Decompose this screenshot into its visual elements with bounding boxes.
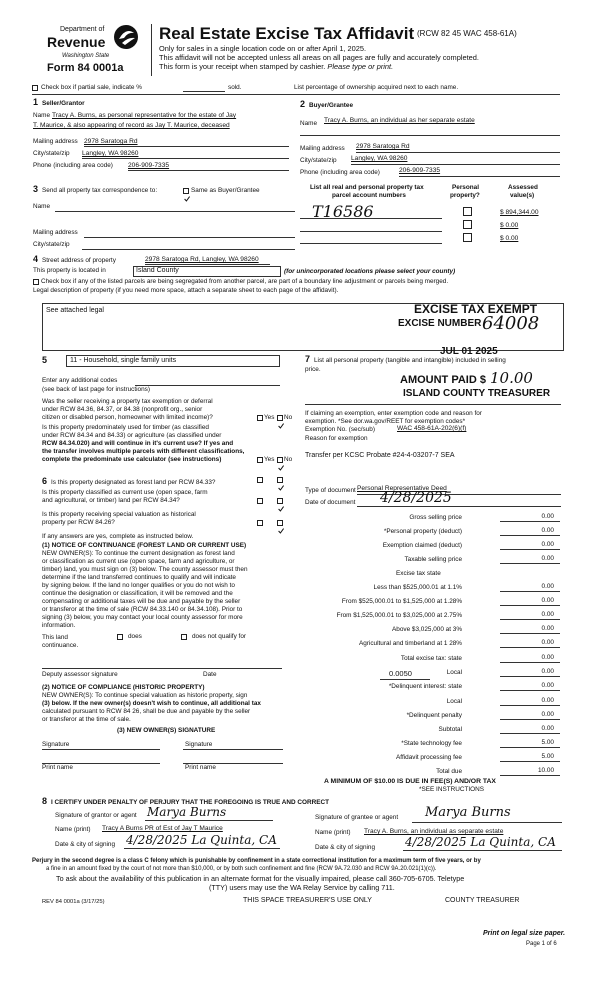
bracket3-line (500, 619, 560, 620)
grantee-date-line (403, 850, 562, 851)
notice1-l3: timber) land, you must sign on (3) below. The county assessor must then (42, 566, 248, 573)
certify-statement: I CERTIFY UNDER PENALTY OF PERJURY THAT THE FOREGOING IS TRUE AND CORRECT (51, 799, 330, 806)
notice1-l9: signing (3) below, you may contact your local county assessor for more (42, 614, 243, 621)
sec7-num: 7 (305, 354, 311, 364)
seller-phone[interactable]: 206-909-7335 (128, 162, 170, 169)
bracket5-value[interactable]: 0.00 (541, 639, 554, 646)
owner-print-label-1: Print name (42, 764, 73, 771)
assessed-value-3[interactable]: $ 0.00 (500, 235, 519, 242)
proc-fee-label: Affidavit processing fee (396, 754, 462, 761)
stamp-paid: 10.00 (490, 369, 533, 387)
bracket1-label: Less than $525,000.01 at 1.1% (373, 584, 462, 591)
gross-value[interactable]: 0.00 (541, 513, 554, 520)
corr-label: Send all property tax correspondence to: (42, 187, 158, 194)
notice2-l2: (3) below. If the new owner(s) doesn't wish to continue, all additional tax (42, 700, 261, 707)
does-not-qualify-checkbox[interactable] (181, 634, 187, 640)
corr-city-label: City/state/zip (33, 241, 70, 248)
header-sub-3: This form is your receipt when stamped by cashier. Please type or print. (159, 62, 394, 71)
delinquent-state-line (500, 690, 560, 691)
perjury-line-2: a fine in an amount fixed by the court of not more than $10,000, or by both such confinement and fine (RCW 9A.72.030 and RCW 9A.20.021(1)(c)). (46, 866, 437, 872)
grantee-name-label: Name (print) (315, 829, 351, 836)
grantee-sig-line (412, 822, 562, 823)
grantor-signature[interactable]: Marya Burns (147, 805, 227, 819)
notice1-l6: continue the designation or classification, it will be removed and the (42, 590, 233, 597)
doc-date-value[interactable]: 4/28/2025 (380, 490, 452, 506)
q1-line1: Was the seller receiving a property tax exemption or deferral (42, 398, 213, 405)
land-use-code-select[interactable] (66, 355, 280, 367)
buyer-phone[interactable]: 206-909-7335 (399, 167, 441, 174)
total-due-value[interactable]: 10.00 (538, 767, 554, 774)
seller-name-1[interactable]: Tracy A. Burns, as personal representative for the estate of Jay (52, 112, 237, 119)
taxable-label: Taxable selling price (404, 556, 462, 563)
notice1-l4: determine if the land transferred continues to qualify and will indicate (42, 574, 236, 581)
header-sub-1: Only for sales in a single location code on or after April 1, 2025. (159, 44, 367, 53)
legal-paper-note: Print on legal size paper. (483, 930, 566, 937)
personal-property-label-2: price. (305, 366, 321, 373)
additional-codes-label: Enter any additional codes (42, 377, 118, 384)
page-number: Page 1 of 6 (526, 941, 557, 947)
county-select[interactable] (133, 266, 281, 277)
historic-q1: Is this property receiving special valuation as historical (42, 511, 196, 518)
personal-value[interactable]: 0.00 (541, 527, 554, 534)
forest-yes-checkbox[interactable] (257, 477, 263, 483)
q2-line4: the transfer involves multiple parcels with different classifications, (42, 448, 245, 455)
parcel-line-1 (300, 218, 442, 219)
parcel-h1: List all real and personal property tax (310, 184, 424, 191)
current-use-yes-checkbox[interactable] (257, 498, 263, 504)
rcw-reference: (RCW 82 45 WAC 458-61A) (417, 29, 517, 38)
q1-no-label: No (284, 414, 293, 421)
corr-city-line (82, 249, 295, 250)
treasurer-space: THIS SPACE TREASURER'S USE ONLY (243, 897, 372, 904)
notice1-l2: or classification as current use (open space, farm and agriculture, or (42, 558, 235, 565)
personal-property-checkbox-3[interactable] (463, 233, 472, 242)
sec8-num: 8 (42, 796, 48, 806)
subtotal-line (500, 733, 560, 734)
exemption-claimed-label: Exemption claimed (deduct) (382, 542, 462, 549)
corr-name-line (55, 211, 295, 212)
bracket3-value[interactable]: 0.00 (541, 611, 554, 618)
county-note: (for unincorporated locations please select your county) (284, 268, 456, 275)
bracket5-line (500, 647, 560, 648)
notice2-l4: or transferor at the time of sale. (42, 716, 131, 723)
total-due-line (500, 775, 560, 776)
forest-no-checkbox[interactable] (277, 477, 283, 483)
stamp-number-label: EXCISE NUMBER (398, 318, 482, 329)
parcel-line-3 (300, 243, 442, 244)
q1-yes-label: Yes (264, 414, 275, 421)
seller-phone-label: Phone (including area code) (33, 162, 113, 169)
dept-of-label: Department of (60, 26, 105, 33)
seller-name-label: Name (33, 112, 51, 119)
segregated-checkbox[interactable] (33, 279, 39, 285)
exemption-claimed-line (500, 549, 560, 550)
historic-yes-checkbox[interactable] (257, 520, 263, 526)
this-land-label: This land (42, 634, 68, 641)
stamp-date: JUL 01 2025 (440, 346, 498, 357)
parcel-h2: parcel account numbers (332, 192, 406, 199)
personal-property-line (305, 404, 561, 405)
personal-line (500, 535, 560, 536)
legal-value: See attached legal (46, 307, 104, 314)
delinquent-state-label: *Delinquent interest: state (388, 683, 462, 690)
exemption-label-1: If claiming an exemption, enter exemption code and reason for (305, 410, 482, 417)
tech-fee-label: *State technology fee (401, 740, 462, 747)
personal-property-checkbox-2[interactable] (463, 220, 472, 229)
grantor-name-label: Name (print) (55, 826, 91, 833)
local2-value[interactable]: 0.00 (541, 697, 554, 704)
q2-line5: complete the predominate use calculator (see instructions) (42, 456, 222, 463)
q2-line1: Is this property predominately used for timber (as classified (42, 424, 209, 431)
header-sub-2: This affidavit will not be accepted unless all areas on all pages are fully and accurately completed. (159, 53, 479, 62)
buyer-city[interactable]: Langley, WA 98260 (351, 155, 408, 162)
see-instructions: *SEE INSTRUCTIONS (419, 786, 484, 793)
grantee-signature[interactable]: Marya Burns (425, 805, 511, 820)
total-due-label: Total due (436, 768, 462, 775)
q2-yes-checkbox[interactable] (257, 457, 263, 463)
seller-phone-line (128, 170, 289, 171)
penalty-value[interactable]: 0.00 (541, 711, 554, 718)
notice1-l1: NEW OWNER(S): To continue the current designation as forest land (42, 550, 235, 557)
buyer-num: 2 (300, 99, 306, 109)
seller-heading: Seller/Grantor (42, 100, 85, 107)
county-treasurer: COUNTY TREASURER (445, 897, 520, 904)
rev-label: REV 84 0001a (3/17/25) (42, 899, 105, 905)
subtotal-label: Subtotal (438, 726, 462, 733)
top-rule (32, 94, 560, 95)
personal-label: *Personal property (deduct) (383, 528, 462, 535)
sec6-num: 6 (42, 476, 48, 486)
seller-name-2[interactable]: T. Maurice, & also appearing of record as Jay T. Maurice, deceased (33, 122, 230, 129)
bracket1-value[interactable]: 0.00 (541, 583, 554, 590)
current-use-no-checkbox[interactable] (277, 498, 283, 504)
notice2-title: (2) NOTICE OF COMPLIANCE (HISTORIC PROPERTY) (42, 684, 205, 691)
grantee-sig-label: Signature of grantee or agent (315, 814, 399, 821)
seller-mail-label: Mailing address (33, 138, 78, 145)
segregated-label: Check box if any of the listed parcels are being segregated from another parcel, are part of a boundary line adjustment or parcels being merged. (41, 278, 449, 285)
bracket3-label: From $1,525,000.01 to $3,025,000 at 2.75% (336, 612, 462, 619)
grantee-date[interactable]: 4/28/2025 La Quinta, CA (405, 835, 556, 849)
partial-sale-checkbox[interactable] (32, 85, 38, 91)
parcel-h3: Personal (452, 184, 479, 191)
seller-mail-line (84, 146, 289, 147)
q2-no-checkbox[interactable] (277, 457, 283, 463)
local-rate: 0.0050 (389, 669, 412, 678)
exemption-claimed-value[interactable]: 0.00 (541, 541, 554, 548)
local-label: Local (446, 669, 462, 676)
access-line-2: (TTY) users may use the WA Relay Service by calling 711. (209, 883, 395, 892)
does-label: does (128, 633, 142, 640)
penalty-line (500, 719, 560, 720)
doc-date-label: Date of document (305, 499, 356, 506)
tech-fee-line (500, 747, 560, 748)
notice3-title: (3) NEW OWNER(S) SIGNATURE (117, 727, 216, 734)
bracket2-label: From $525,000.01 to $1,525,000 at 1.28% (341, 598, 462, 605)
exemption-no-label: Exemption No. (sec/sub) (305, 426, 375, 433)
stamp-treasurer: ISLAND COUNTY TREASURER (403, 388, 551, 399)
corr-name-label: Name (33, 203, 51, 210)
taxable-value[interactable]: 0.00 (541, 555, 554, 562)
total-state-value[interactable]: 0.00 (541, 654, 554, 661)
local-rate-line (380, 679, 430, 680)
notice1-l7: compensating or additional taxes will be due and payable by the seller (42, 598, 241, 605)
local-line (500, 676, 560, 677)
q1-line2: under RCW 84.36, 84.37, or 84.38 (nonprofit org., senior (42, 406, 203, 413)
doc-date-line (357, 506, 561, 507)
form-number: Form 84 0001a (47, 62, 124, 74)
street-address[interactable]: 2978 Saratoga Rd, Langley, WA 98260 (145, 256, 259, 263)
deputy-signature-label: Deputy assessor signature (42, 671, 118, 678)
additional-codes-line (135, 385, 280, 386)
tech-fee-value[interactable]: 5.00 (541, 739, 554, 746)
total-state-label: Total excise tax: state (400, 655, 462, 662)
current-use-q1: Is this property classified as current use (open space, farm (42, 489, 208, 496)
buyer-mail-line (356, 152, 560, 153)
same-as-buyer-label: Same as Buyer/Grantee (191, 187, 260, 194)
gross-label: Gross selling price (409, 514, 462, 521)
owner-sig-line-1 (42, 749, 160, 750)
does-qualify-checkbox[interactable] (117, 634, 123, 640)
partial-sale-label: Check box if partial sale, indicate % (41, 84, 142, 91)
local2-label: Local (446, 698, 462, 705)
buyer-name-label: Name (300, 120, 318, 127)
corr-mail-label: Mailing address (33, 229, 78, 236)
bracket4-value[interactable]: 0.00 (541, 625, 554, 632)
grantor-date-label: Date & city of signing (55, 841, 116, 848)
see-back-label: (see back of last page for instructions) (42, 386, 150, 393)
stamp-exempt: EXCISE TAX EXEMPT (414, 302, 538, 316)
notice2-l3: calculated pursuant to RCW 84 26, shall be due and payable by the seller (42, 708, 251, 715)
grantee-date-label: Date & city of signing (315, 844, 376, 851)
dept-name: Revenue (47, 34, 106, 50)
assessed-value-2[interactable]: $ 0.00 (500, 222, 519, 229)
taxable-line (500, 563, 560, 564)
exemption-reason-label: Reason for exemption (305, 435, 368, 442)
seller-city[interactable]: Langley, WA 98260 (82, 150, 139, 157)
personal-property-checkbox-1[interactable] (463, 207, 472, 216)
sec5-num: 5 (42, 355, 48, 365)
excise-state-label: Excise tax state (396, 570, 441, 577)
buyer-city-label: City/state/zip (300, 157, 337, 164)
buyer-name-line (300, 135, 560, 136)
total-state-line (500, 662, 560, 663)
corr-num: 3 (33, 184, 39, 194)
dor-logo-icon (113, 24, 139, 50)
notice1-title: (1) NOTICE OF CONTINUANCE (FOREST LAND OR CURRENT USE) (42, 542, 247, 549)
notice1-l10: information. (42, 622, 76, 629)
seller-city-label: City/state/zip (33, 150, 70, 157)
parcel-number-1[interactable]: T16586 (312, 202, 374, 221)
access-line-1: To ask about the availability of this publication in an alternate format for the visually impaired, please call 360-705-6705. Teletype (56, 874, 465, 883)
any-yes-note: If any answers are yes, complete as instructed below. (42, 533, 194, 540)
header-divider (151, 24, 152, 76)
does-not-label: does not qualify for (192, 633, 246, 640)
stamp-number: 64008 (482, 313, 540, 334)
legal-label: Legal description of property (if you need more space, attach a separate sheet to each page of the affidavit). (33, 287, 339, 294)
bracket4-line (500, 633, 560, 634)
bracket2-line (500, 605, 560, 606)
q2-yes-label: Yes (264, 456, 275, 463)
bracket1-line (500, 591, 560, 592)
buyer-phone-label: Phone (including area code) (300, 169, 380, 176)
street-label: Street address of property (42, 257, 116, 264)
county-value: Island County (136, 267, 179, 274)
bracket2-value[interactable]: 0.00 (541, 597, 554, 604)
local2-line (500, 705, 560, 706)
historic-no-checkbox[interactable] (277, 520, 283, 526)
grantor-date-line (124, 848, 280, 849)
proc-fee-line (500, 761, 560, 762)
seller-city-line (82, 158, 289, 159)
doc-type-label: Type of document (305, 487, 356, 494)
partial-sold: sold. (228, 84, 242, 91)
personal-property-label-1: List all personal property (tangible and intangible) included in selling (314, 357, 506, 364)
land-use-code-value: 11 - Household, single family units (70, 357, 177, 364)
q2-line2: under RCW 84.34 and 84.33) or agriculture (as classified under (42, 432, 222, 439)
stamp-paid-label: AMOUNT PAID $ (400, 374, 486, 386)
list-pct-note: List percentage of ownership acquired next to each name. (294, 84, 459, 91)
parcel-line-2 (300, 231, 442, 232)
corr-mail-line (84, 237, 295, 238)
assessed-value-1[interactable]: $ 894,344.00 (500, 209, 539, 216)
grantee-name[interactable]: Tracy A. Burns, an individual as separate estate (364, 828, 504, 835)
street-line (145, 264, 270, 265)
owner-print-label-2: Print name (185, 764, 216, 771)
continuance-label: continuance. (42, 642, 79, 649)
owner-sig-line-2 (183, 749, 283, 750)
buyer-city-line (351, 164, 560, 165)
page-title: Real Estate Excise Tax Affidavit (159, 24, 415, 43)
perjury-line-1: Perjury in the second degree is a class C felony which is punishable by confinement in a state correctional institution for a maximum term of five years, or by (32, 858, 481, 864)
notice1-l8: or transferor at the time of sale (RCW 84.33.140 or 84.34.108). Prior to (42, 606, 243, 613)
notice1-l5: by signing below. If the land no longer qualifies or you do not wish to (42, 582, 235, 589)
parcel-h5: Assessed (508, 184, 538, 191)
bracket5-label: Agricultural and timberland at 1 28% (358, 640, 462, 647)
buyer-mail[interactable]: 2978 Saratoga Rd (356, 143, 410, 150)
current-use-q2: and agricultural, or timber) land per RCW 84.34? (42, 497, 180, 504)
parcel-h4: property? (450, 192, 480, 199)
dept-state: Washington State (62, 53, 110, 59)
forest-question: Is this property designated as forest land per RCW 84.33? (51, 479, 216, 486)
subtotal-value[interactable]: 0.00 (541, 725, 554, 732)
buyer-mail-label: Mailing address (300, 145, 345, 152)
buyer-name[interactable]: Tracy A. Burns, an individual as her separate estate (324, 117, 475, 124)
local-value[interactable]: 0.00 (541, 668, 554, 675)
located-label: This property is located in (33, 267, 106, 274)
owner-signature-label-1: Signature (42, 741, 70, 748)
grantor-date[interactable]: 4/28/2025 La Quinta, CA (126, 833, 277, 847)
grantor-sig-line (145, 820, 273, 821)
bracket4-label: Above $3,025,000 at 3% (392, 626, 462, 633)
gross-line (500, 521, 560, 522)
q1-line3: citizen or disabled person, homeowner with limited income)? (42, 414, 213, 421)
exemption-label-2: exemption. *See dor.wa.gov/REET for exemption codes* (305, 418, 466, 425)
q1-yes-checkbox[interactable] (257, 415, 263, 421)
exemption-reason-value[interactable]: Transfer per KCSC Probate #24-4-03207-7 SEA (305, 452, 455, 459)
buyer-phone-line (399, 176, 560, 177)
penalty-label: *Delinquent penalty (406, 712, 462, 719)
partial-pct-line (183, 91, 225, 92)
seller-num: 1 (33, 97, 39, 107)
deputy-date-label: Date (203, 671, 217, 678)
owner-signature-label-2: Signature (185, 741, 213, 748)
minimum-note: A MINIMUM OF $10.00 IS DUE IN FEE(S) AND/OR TAX (324, 778, 496, 785)
buyer-heading: Buyer/Grantee (309, 102, 354, 109)
grantor-name[interactable]: Tracy A Burns PR of Est of Jay T Maurice (102, 825, 223, 832)
same-as-buyer-checkbox[interactable] (183, 188, 189, 194)
q2-line3: RCW 84.34.020) and will continue in it's current use? If yes and (42, 440, 234, 447)
exemption-no-value[interactable]: WAC 458-61A-202(6)(f) (397, 425, 467, 432)
proc-fee-value[interactable]: 5.00 (541, 753, 554, 760)
doc-type-value[interactable]: Personal Representative Deed (357, 485, 447, 492)
parcel-h6: value(s) (510, 192, 535, 199)
q2-no-label: No (284, 456, 293, 463)
deputy-sig-line (42, 668, 282, 669)
notice2-l1: NEW OWNER(S): To continue special valuation as historic property, sign (42, 692, 248, 699)
historic-q2: property per RCW 84.26? (42, 519, 115, 526)
delinquent-state-value[interactable]: 0.00 (541, 682, 554, 689)
q1-no-checkbox[interactable] (277, 415, 283, 421)
grantor-sig-label: Signature of grantor or agent (55, 812, 137, 819)
street-num: 4 (33, 254, 39, 264)
seller-mail[interactable]: 2978 Saratoga Rd (84, 138, 138, 145)
